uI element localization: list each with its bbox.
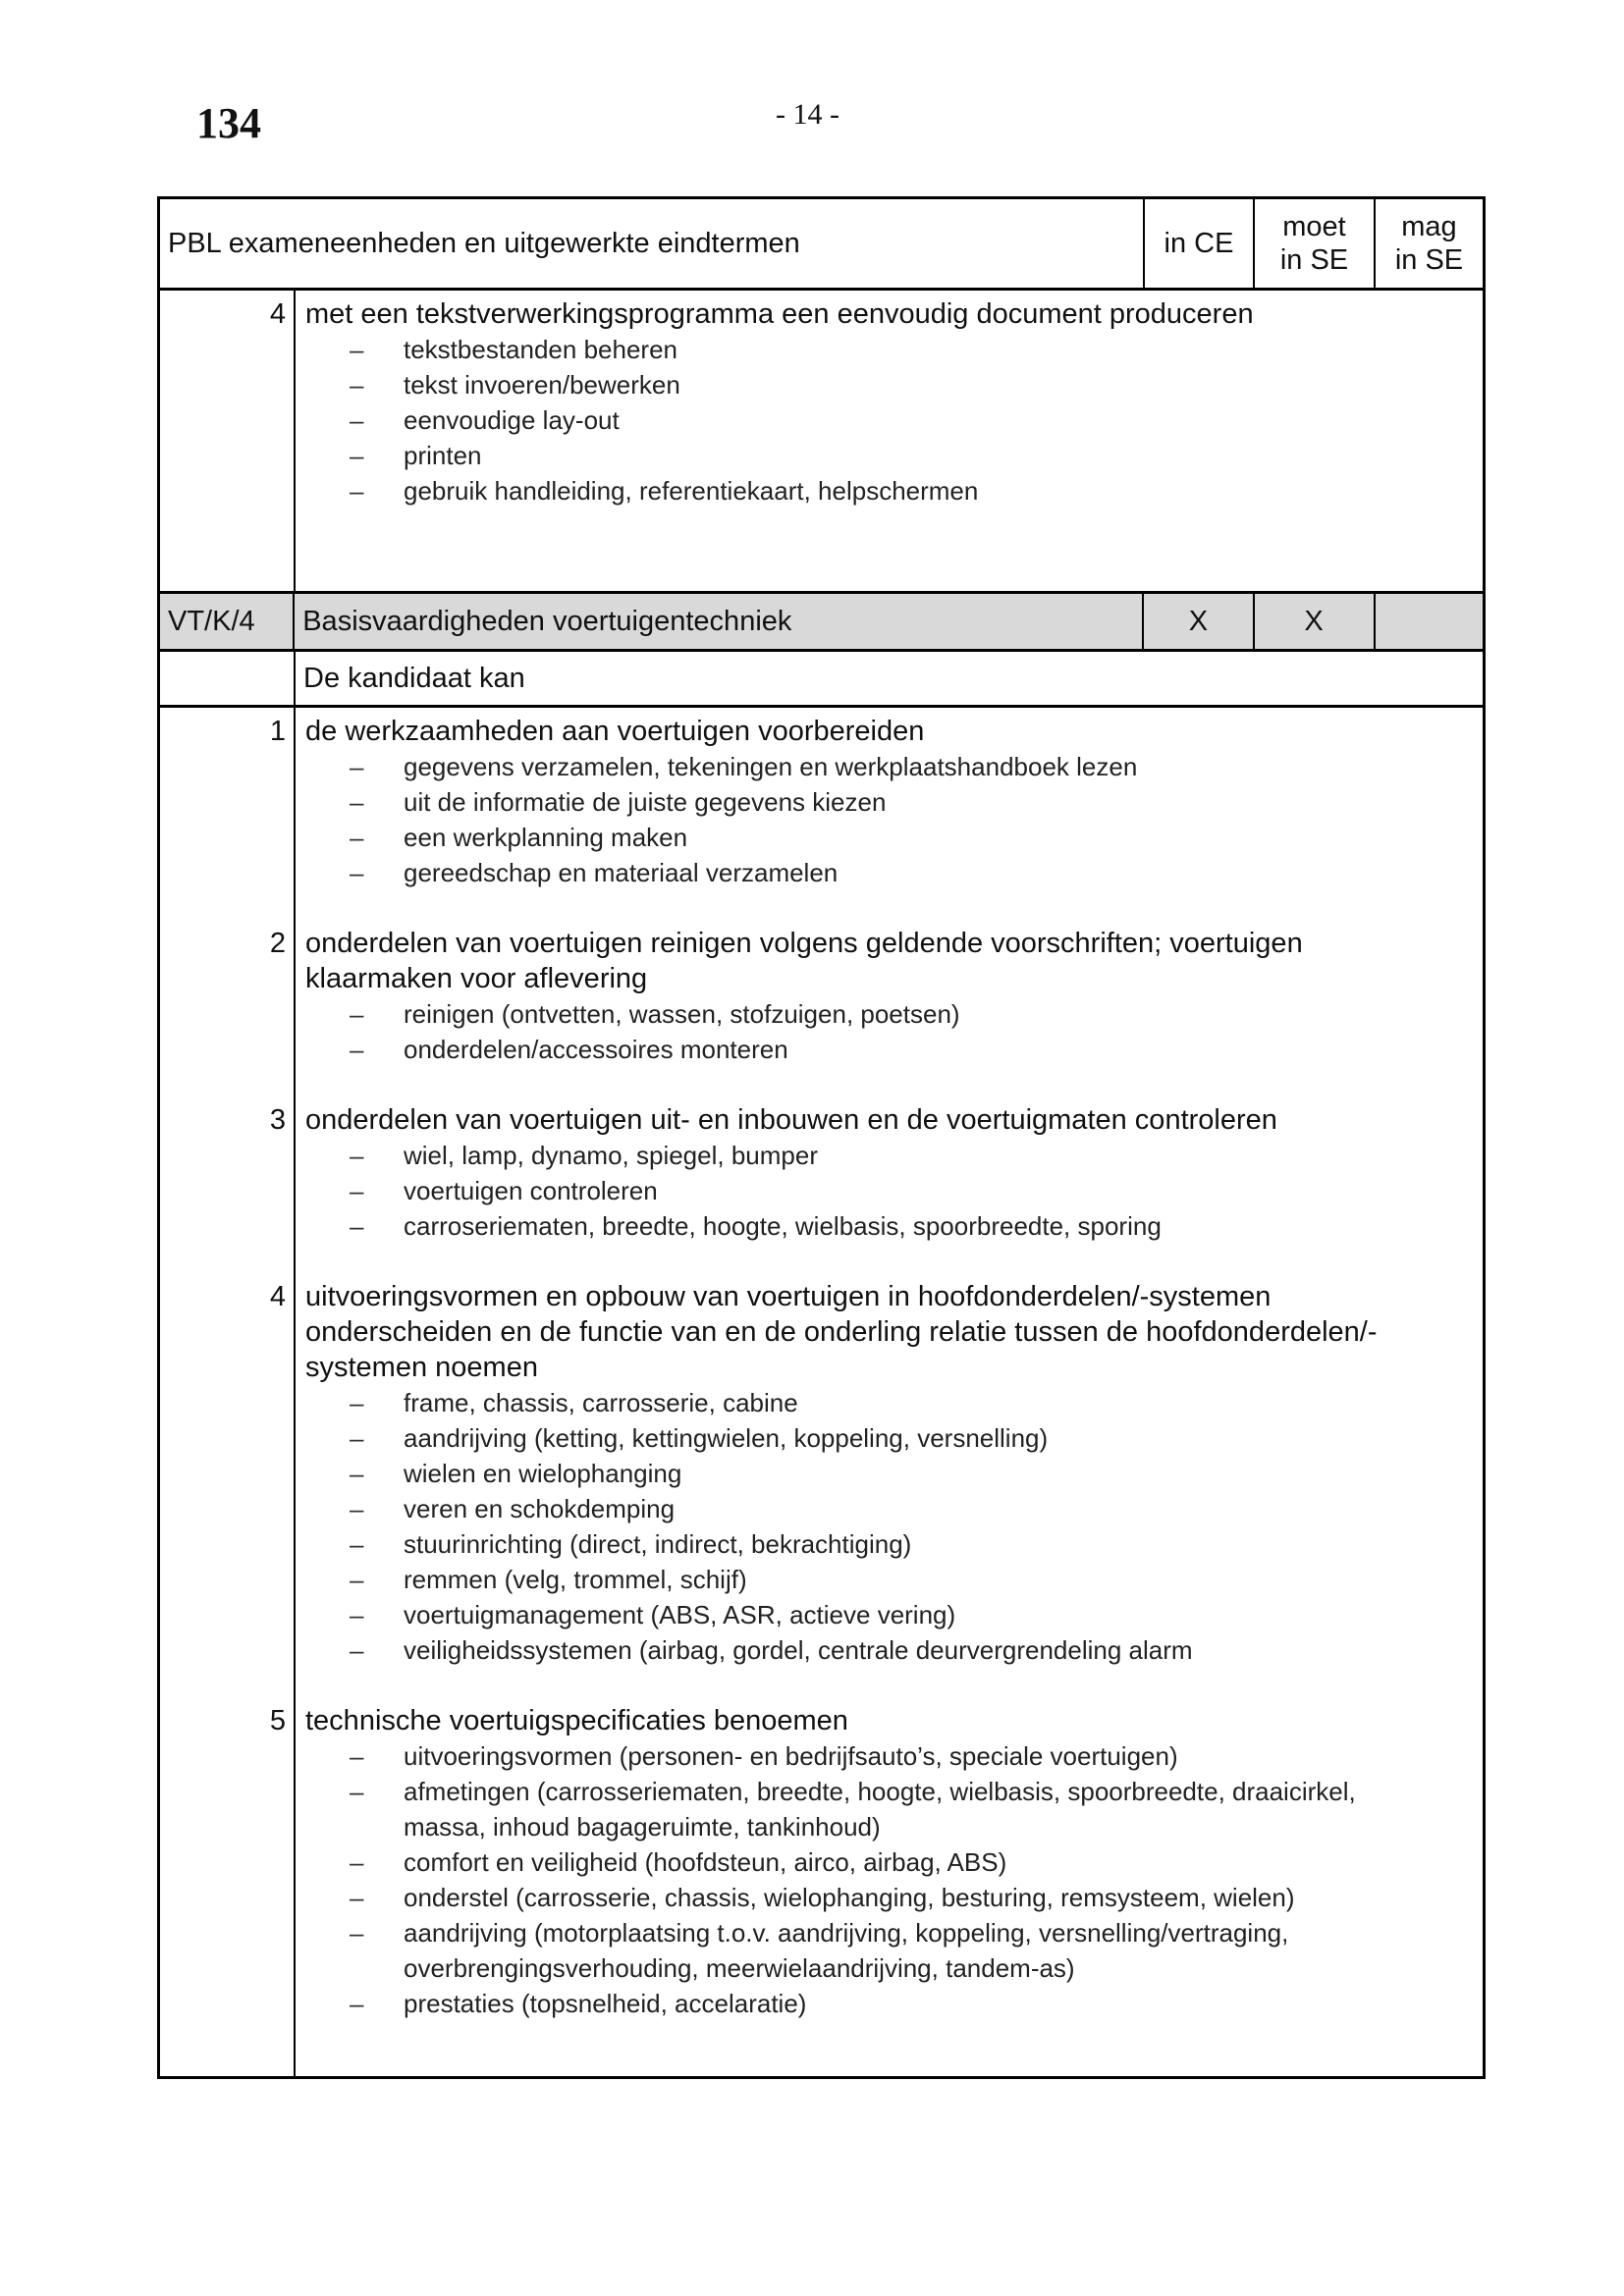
item-title: de werkzaamheden aan voertuigen voorbereiden	[305, 716, 925, 747]
item-title: onderdelen van voertuigen uit- en inbouwen en de voertuigmaten controleren	[305, 1104, 1277, 1136]
dash-bullet-icon: –	[350, 476, 364, 506]
item-title: onderdelen van voertuigen reinigen volgens geldende voorschriften; voertuigen klaarmaken voor aflevering	[305, 928, 1303, 994]
list-item: – voertuigen controleren	[305, 1173, 1483, 1208]
dash-bullet-icon: –	[350, 823, 364, 852]
sub-list	[305, 749, 1483, 890]
list-item: – stuurinrichting (direct, indirect, bekrachtiging)	[305, 1526, 1453, 1562]
unit-title: Basisvaardigheden voertuigentechniek	[295, 594, 1144, 649]
page-number-left: 134	[196, 99, 261, 147]
dash-bullet-icon: –	[350, 405, 364, 435]
dash-bullet-icon: –	[350, 1741, 364, 1771]
list-item: – carroseriematen, breedte, hoogte, wielbasis, spoorbreedte, sporing	[305, 1208, 1483, 1244]
eindterm-item-4	[160, 1279, 1483, 1668]
list-item: – aandrijving (ketting, kettingwielen, koppeling, versnelling)	[305, 1420, 1453, 1456]
list-item: – printen	[305, 438, 1483, 473]
item-number: 1	[269, 716, 286, 747]
sub-list	[305, 332, 1483, 508]
item-title: met een tekstverwerkingsprogramma een eenvoudig document produceren	[305, 298, 1254, 330]
dash-bullet-icon: –	[350, 1989, 364, 2018]
dash-bullet-icon: –	[350, 1635, 364, 1665]
dash-bullet-icon: –	[350, 1388, 364, 1417]
header-mag-line1: mag	[1401, 211, 1457, 242]
sub-list	[305, 1738, 1434, 2021]
list-item: – aandrijving (motorplaatsing t.o.v. aandrijving, koppeling, versnelling/vertraging, overbrengingsverhouding, meerwielaandrijving, tandem-as)	[305, 1915, 1434, 1986]
dash-bullet-icon: –	[350, 1847, 364, 1877]
dash-bullet-icon: –	[350, 1141, 364, 1170]
unit-code: VT/K/4	[160, 594, 295, 649]
list-item: – gereedschap en materiaal verzamelen	[305, 855, 1483, 890]
list-item: – veren en schokdemping	[305, 1491, 1453, 1526]
list-item: – reinigen (ontvetten, wassen, stofzuigen, poetsen)	[305, 996, 1365, 1032]
header-mag-in-se	[1376, 199, 1483, 288]
unit-in-ce-mark: X	[1144, 594, 1254, 649]
page-number-center: - 14 -	[776, 98, 839, 131]
header-moet-in-se	[1255, 199, 1376, 288]
list-item: – eenvoudige lay-out	[305, 402, 1483, 438]
dash-bullet-icon: –	[350, 999, 364, 1029]
items-list	[160, 714, 1483, 2021]
dash-bullet-icon: –	[350, 1494, 364, 1523]
sub-list	[305, 996, 1365, 1067]
dash-bullet-icon: –	[350, 335, 364, 364]
list-item: – uit de informatie de juiste gegevens kiezen	[305, 784, 1483, 820]
intro-row	[160, 652, 1483, 708]
list-item: – wielen en wielophanging	[305, 1456, 1453, 1491]
item-title: uitvoeringsvormen en opbouw van voertuigen in hoofdonderdelen/-systemen onderscheiden en de functie van en de onderling relatie tussen de hoofdonderdelen/-systemen noemen	[305, 1281, 1378, 1383]
list-item: – onderdelen/accessoires monteren	[305, 1032, 1365, 1067]
table-header-row	[160, 199, 1483, 291]
dash-bullet-icon: –	[350, 370, 364, 400]
previous-section-row	[160, 291, 1483, 594]
dash-bullet-icon: –	[350, 1035, 364, 1064]
dash-bullet-icon: –	[350, 752, 364, 781]
list-item: – wiel, lamp, dynamo, spiegel, bumper	[305, 1138, 1483, 1173]
dash-bullet-icon: –	[350, 441, 364, 470]
list-item: – veiligheidssystemen (airbag, gordel, centrale deurvergrendeling alarm	[305, 1632, 1453, 1668]
eindterm-item-5	[160, 1703, 1483, 2021]
list-item: – gebruik handleiding, referentiekaart, helpschermen	[305, 473, 1483, 508]
item-number: 4	[269, 1281, 286, 1312]
sub-list	[305, 1385, 1453, 1668]
dash-bullet-icon: –	[350, 1459, 364, 1488]
item-number: 4	[269, 298, 286, 330]
header-in-ce: in CE	[1145, 199, 1255, 288]
item-number: 2	[269, 928, 286, 959]
unit-row	[160, 594, 1483, 652]
dash-bullet-icon: –	[350, 1777, 364, 1806]
dash-bullet-icon: –	[350, 1423, 364, 1453]
intro-text: De kandidaat kan	[303, 662, 525, 694]
list-item: – tekst invoeren/bewerken	[305, 367, 1483, 402]
item-number: 5	[269, 1705, 286, 1736]
dash-bullet-icon: –	[350, 1565, 364, 1594]
dash-bullet-icon: –	[350, 787, 364, 817]
list-item: – gegevens verzamelen, tekeningen en werkplaatshandboek lezen	[305, 749, 1483, 784]
eindterm-item-1	[160, 714, 1483, 890]
dash-bullet-icon: –	[350, 1600, 364, 1629]
list-item: – prestaties (topsnelheid, accelaratie)	[305, 1986, 1434, 2021]
dash-bullet-icon: –	[350, 1529, 364, 1559]
unit-moet-in-se-mark: X	[1255, 594, 1376, 649]
sub-list	[305, 1138, 1483, 1244]
list-item: – tekstbestanden beheren	[305, 332, 1483, 367]
list-item: – voertuigmanagement (ABS, ASR, actieve vering)	[305, 1597, 1453, 1632]
header-title: PBL exameneenheden en uitgewerkte eindtermen	[160, 199, 1145, 288]
dash-bullet-icon: –	[350, 1883, 364, 1912]
eindterm-item-3	[160, 1102, 1483, 1244]
list-item: – onderstel (carrosserie, chassis, wielophanging, besturing, remsysteem, wielen)	[305, 1880, 1434, 1915]
list-item: – comfort en veiligheid (hoofdsteun, airco, airbag, ABS)	[305, 1844, 1434, 1880]
unit-mag-in-se-mark	[1376, 594, 1483, 649]
prev-item-4	[160, 296, 1483, 508]
dash-bullet-icon: –	[350, 858, 364, 887]
items-body-row	[160, 708, 1483, 2076]
dash-bullet-icon: –	[350, 1176, 364, 1205]
exam-units-table	[157, 196, 1486, 2079]
item-title: technische voertuigspecificaties benoemen	[305, 1705, 848, 1736]
list-item: – een werkplanning maken	[305, 820, 1483, 855]
dash-bullet-icon: –	[350, 1211, 364, 1241]
header-mag-line2: in SE	[1394, 244, 1464, 276]
list-item: – frame, chassis, carrosserie, cabine	[305, 1385, 1453, 1420]
list-item: – remmen (velg, trommel, schijf)	[305, 1562, 1453, 1597]
dash-bullet-icon: –	[350, 1918, 364, 1948]
list-item: – afmetingen (carrosseriematen, breedte, hoogte, wielbasis, spoorbreedte, draaicirkel, massa, inhoud bagageruimte, tankinhoud)	[305, 1774, 1434, 1844]
header-moet-line1: moet	[1282, 211, 1346, 242]
item-number: 3	[269, 1104, 286, 1136]
header-moet-line2: in SE	[1279, 244, 1349, 276]
eindterm-item-2	[160, 926, 1483, 1067]
list-item: – uitvoeringsvormen (personen- en bedrijfsauto’s, speciale voertuigen)	[305, 1738, 1434, 1774]
